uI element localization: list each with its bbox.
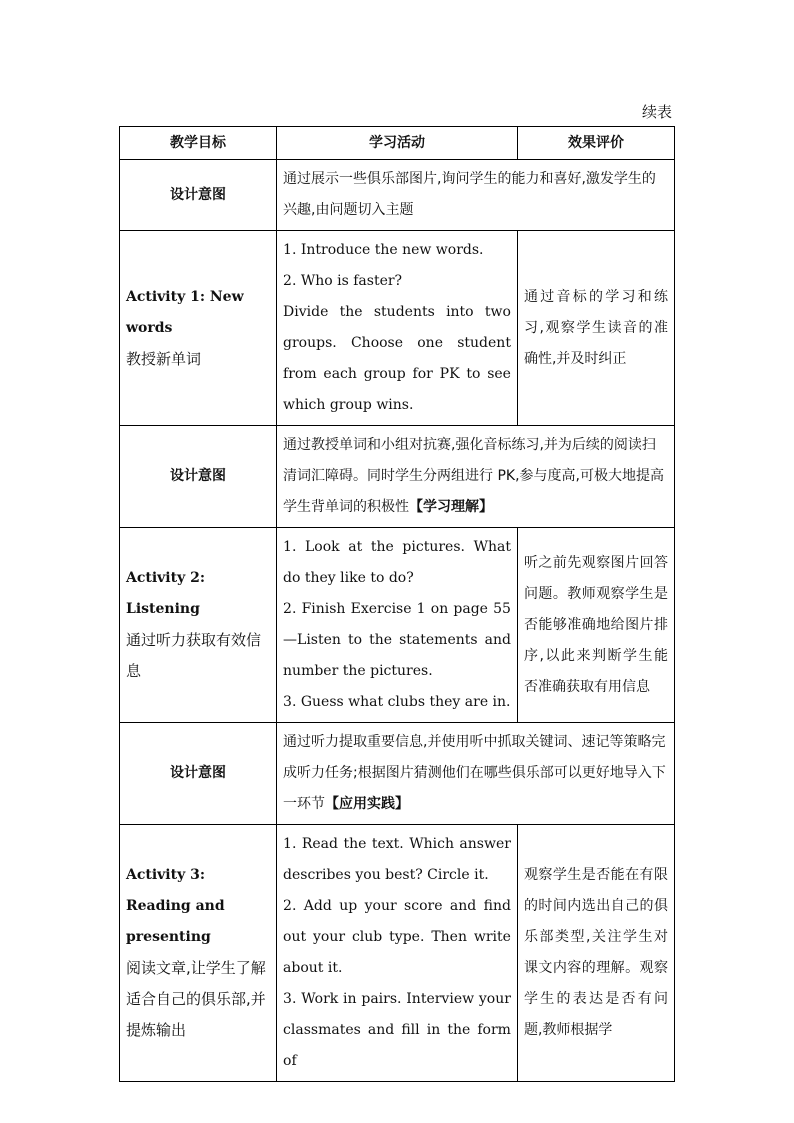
activity-goal-cell: [120, 528, 277, 723]
table-header-row: [120, 127, 675, 160]
design-intent-label: 设计意图: [120, 160, 277, 231]
activity-step: 2. Who is faster?: [283, 273, 403, 289]
design-intent-body: 通过教授单词和小组对抗赛,强化音标练习,并为后续的阅读扫清词汇障碍。同时学生分两组进行 PK,参与度高,可极大地提高学生背单词的积极性: [283, 437, 665, 515]
activity-steps-cell: [277, 231, 518, 426]
activity-steps-cell: [277, 825, 518, 1082]
activity-step: 3. Guess what clubs they are in.: [283, 694, 511, 710]
design-intent-tag: 【学习理解】: [409, 499, 494, 515]
design-intent-row: [120, 160, 675, 231]
activity-row: [120, 825, 675, 1082]
activity-subtitle: 阅读文章,让学生了解适合自己的俱乐部,并提炼输出: [126, 959, 266, 1039]
activity-row: [120, 528, 675, 723]
design-intent-label: 设计意图: [120, 723, 277, 825]
design-intent-row: [120, 723, 675, 825]
design-intent-body: 通过听力提取重要信息,并使用听中抓取关键词、速记等策略完成听力任务;根据图片猜测他们在哪些俱乐部可以更好地导入下一环节: [283, 734, 666, 812]
activity-step: Divide the students into two groups. Choose one student from each group for PK to see which group wins.: [283, 304, 511, 413]
activity-evaluation: 听之前先观察图片回答问题。教师观察学生是否能够准确地给图片排序,以此来判断学生能否准确获取有用信息: [523, 554, 668, 695]
design-intent-body: 通过展示一些俱乐部图片,询问学生的能力和喜好,激发学生的兴趣,由问题切入主题: [283, 171, 656, 218]
design-intent-row: [120, 426, 675, 528]
activity-step: 2. Finish Exercise 1 on page 55—Listen to the statements and number the pictures.: [283, 601, 511, 679]
activity-title: Activity 2: Listening: [126, 570, 206, 617]
design-intent-label: 设计意图: [120, 426, 277, 528]
activity-subtitle: 通过听力获取有效信息: [126, 631, 262, 680]
activity-row: [120, 231, 675, 426]
continued-table-label: 续表: [641, 103, 672, 121]
activity-step: 2. Add up your score and find out your club type. Then write about it.: [283, 898, 511, 976]
activity-subtitle: 教授新单词: [126, 349, 202, 368]
design-intent-text: [277, 160, 675, 231]
activity-title: Activity 1: New words: [126, 288, 244, 336]
activity-goal-cell: [120, 825, 277, 1082]
header-teaching-goal: 教学目标: [120, 127, 277, 160]
activity-step: 3. Work in pairs. Interview your classmates and fill in the form of: [283, 991, 511, 1069]
activity-steps-cell: [277, 528, 518, 723]
design-intent-tag: 【应用实践】: [325, 796, 410, 812]
activity-evaluation-cell: [517, 231, 674, 426]
activity-evaluation-cell: [517, 528, 674, 723]
header-evaluation: 效果评价: [517, 127, 674, 160]
activity-step: 1. Introduce the new words.: [283, 242, 484, 258]
activity-evaluation: 通过音标的学习和练习,观察学生读音的准确性,并及时纠正: [523, 288, 668, 367]
header-learning-activity: 学习活动: [277, 127, 518, 160]
activity-evaluation: 观察学生是否能在有限的时间内选出自己的俱乐部类型,关注学生对课文内容的理解。观察学生的表达是否有问题,教师根据学: [523, 867, 668, 1038]
activity-goal-cell: [120, 231, 277, 426]
design-intent-text: [277, 723, 675, 825]
lesson-plan-table: [119, 126, 675, 1082]
activity-step: 1. Read the text. Which answer describes you best? Circle it.: [283, 836, 511, 883]
activity-step: 1. Look at the pictures. What do they like to do?: [283, 539, 511, 586]
design-intent-text: [277, 426, 675, 528]
activity-title: Activity 3: Reading and presenting: [126, 867, 225, 945]
activity-evaluation-cell: [517, 825, 674, 1082]
